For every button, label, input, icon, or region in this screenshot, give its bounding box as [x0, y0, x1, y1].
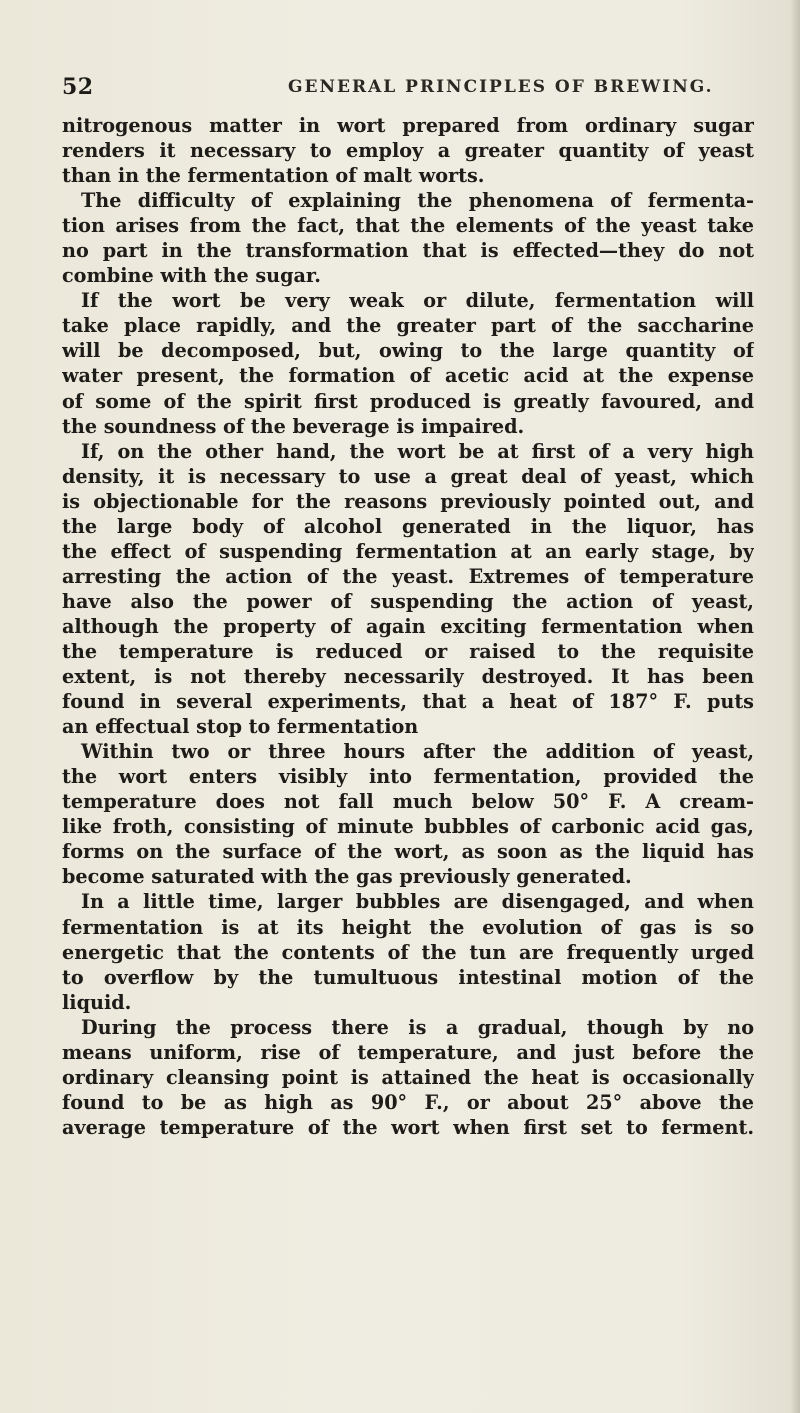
page-header — [62, 74, 742, 104]
text-line: renders it necessary to employ a greater quantity of yeast — [62, 139, 754, 163]
text-line: If the wort be very weak or dilute, fermentation will — [81, 289, 754, 313]
text-line: temperature does not fall much below 50° F. A cream- — [62, 790, 754, 814]
text-line: the wort enters visibly into fermentation, provided the — [62, 765, 754, 789]
text-line: means uniform, rise of temperature, and just before the — [62, 1040, 754, 1064]
text-line: ordinary cleansing point is attained the heat is occasionally — [62, 1065, 754, 1089]
text-line: no part in the transformation that is effected—they do not — [62, 239, 754, 263]
text-line: average temperature of the wort when first set to ferment. — [62, 1115, 754, 1139]
page-number: 52 — [62, 74, 94, 100]
text-line: is objectionable for the reasons previously pointed out, and — [62, 489, 754, 513]
text-line: extent, is not thereby necessarily destroyed. It has been — [62, 665, 754, 689]
text-line: found to be as high as 90° F., or about 25° above the — [62, 1090, 754, 1114]
text-line: forms on the surface of the wort, as soon as the liquid has — [62, 840, 754, 864]
text-line: the soundness of the beverage is impaired. — [62, 414, 525, 438]
text-line: like froth, consisting of minute bubbles of carbonic acid gas, — [62, 815, 754, 839]
text-line: arresting the action of the yeast. Extremes of temperature — [62, 564, 754, 588]
text-line: the effect of suspending fermentation at an early stage, by — [62, 539, 754, 563]
text-line: tion arises from the fact, that the elements of the yeast take — [62, 214, 754, 238]
text-line: If, on the other hand, the wort be at first of a very high — [81, 439, 754, 463]
text-line: will be decomposed, but, owing to the large quantity of — [62, 339, 754, 363]
text-line: In a little time, larger bubbles are disengaged, and when — [81, 890, 754, 914]
text-line: The difficulty of explaining the phenomena of fermenta- — [81, 189, 754, 213]
text-line: an effectual stop to fermentation — [62, 715, 419, 739]
text-line: During the process there is a gradual, though by no — [81, 1015, 754, 1039]
text-line: Within two or three hours after the addition of yeast, — [81, 740, 754, 764]
text-line: liquid. — [62, 990, 132, 1014]
body-text — [62, 113, 754, 1140]
text-line: fermentation is at its height the evolution of gas is so — [62, 915, 754, 939]
text-line: density, it is necessary to use a great deal of yeast, which — [62, 464, 754, 488]
text-line: to overflow by the tumultuous intestinal motion of the — [62, 965, 754, 989]
running-head: GENERAL PRINCIPLES OF BREWING. — [288, 77, 714, 97]
text-line: nitrogenous matter in wort prepared from ordinary sugar — [62, 114, 754, 137]
text-line: the large body of alcohol generated in the liquor, has — [62, 514, 754, 538]
page-edge-shadow — [790, 0, 800, 1413]
text-line: become saturated with the gas previously generated. — [62, 865, 632, 889]
text-line: water present, the formation of acetic acid at the expense — [62, 364, 754, 388]
text-line: found in several experiments, that a heat of 187° F. puts — [62, 690, 754, 714]
text-line: the temperature is reduced or raised to the requisite — [62, 639, 754, 663]
text-line: combine with the sugar. — [62, 264, 321, 288]
text-line: energetic that the contents of the tun are frequently urged — [62, 940, 754, 964]
text-line: of some of the spirit first produced is greatly favoured, and — [62, 389, 754, 413]
text-line: than in the fermentation of malt worts. — [62, 164, 485, 188]
text-line: although the property of again exciting fermentation when — [62, 614, 754, 638]
text-line: have also the power of suspending the action of yeast, — [62, 589, 754, 613]
text-line: take place rapidly, and the greater part of the saccharine — [62, 314, 754, 338]
